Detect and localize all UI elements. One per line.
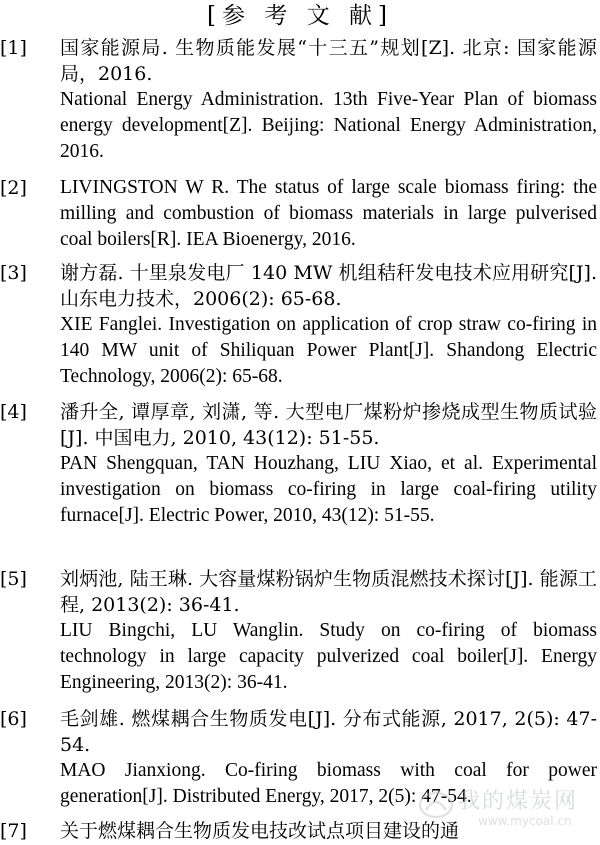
reference-english-text: National Energy Administration. 13th Five-Year Plan of biomass energy development[Z]. Beijing: National Energy Administration, 2016.: [60, 89, 597, 162]
reference-chinese-text: 谢方磊. 十里泉发电厂 140 MW 机组秸秆发电技术应用研究[J]. 山东电力技术，2006(2): 65-68.: [60, 262, 597, 310]
reference-english-text: LIVINGSTON W R. The status of large scale biomass firing: the milling and combustion of biomass materials in large pulverised coal boilers[R]. IEA Bioenergy, 2016.: [60, 177, 597, 250]
reference-english-text: XIE Fanglei. Investigation on application of crop straw co-firing in 140 MW unit of Shiliquan Power Plant[J]. Shandong Electric Technology, 2006(2): 65-68.: [60, 314, 597, 387]
reference-body: [60, 399, 597, 529]
reference-body: [60, 35, 597, 165]
reference-english-text: MAO Jianxiong. Co-firing biomass with coal for power generation[J]. Distributed Energy, 2017, 2(5): 47-54.: [60, 760, 597, 807]
reference-chinese-text: 毛剑雄. 燃煤耦合生物质发电[J]. 分布式能源, 2017, 2(5): 47-54.: [60, 708, 597, 756]
reference-number: [5]: [0, 568, 27, 590]
watermark-url: www.mycoal.cn: [478, 814, 572, 828]
reference-chinese-text: 潘升全, 谭厚章, 刘潇, 等. 大型电厂煤粉炉掺烧成型生物质试验[J]. 中国电力, 2010, 43(12): 51-55.: [60, 401, 597, 449]
coal-logo-icon: [418, 790, 454, 820]
reference-body: [60, 175, 597, 253]
reference-number: [7]: [0, 820, 27, 842]
watermark: [408, 784, 588, 840]
reference-chinese-text: 关于燃煤耦合生物质发电技改试点项目建设的通: [60, 820, 460, 842]
reference-chinese-text: 刘炳池, 陆王琳. 大容量煤粉锅炉生物质混燃技术探讨[J]. 能源工程, 2013(2): 36-41.: [60, 568, 597, 616]
reference-number: [1]: [0, 37, 27, 59]
reference-number: [2]: [0, 177, 27, 199]
references-heading: [参 考 文 献]: [207, 3, 393, 29]
reference-english-text: LIU Bingchi, LU Wanglin. Study on co-firing of biomass technology in large capacity pulverized coal boiler[J]. Energy Engineering, 2013(2): 36-41.: [60, 620, 597, 693]
reference-chinese-text: 国家能源局. 生物质能发展“十三五”规划[Z]. 北京: 国家能源局，2016.: [60, 37, 597, 85]
reference-number: [4]: [0, 401, 27, 423]
watermark-text: 我的煤炭网: [458, 789, 579, 814]
reference-number: [3]: [0, 262, 27, 284]
reference-english-text: PAN Shengquan, TAN Houzhang, LIU Xiao, et al. Experimental investigation on biomass co-firing in large coal-firing utility furnace[J]. Electric Power, 2010, 43(12): 51-55.: [60, 453, 597, 526]
reference-body: [60, 260, 597, 390]
reference-body: [60, 566, 597, 696]
reference-number: [6]: [0, 708, 27, 730]
